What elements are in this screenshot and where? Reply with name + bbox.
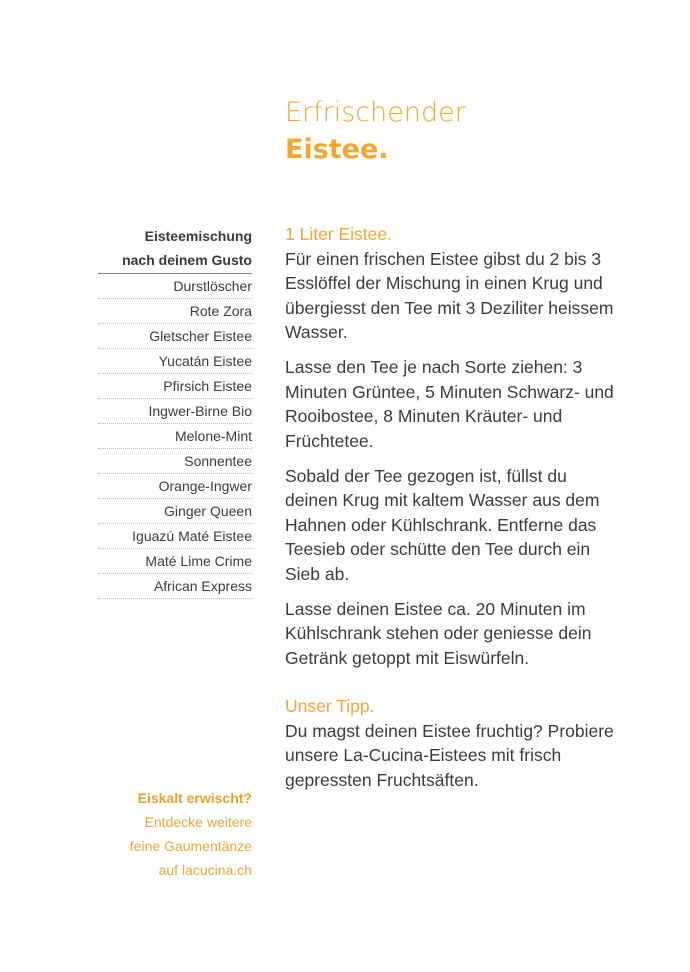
blend-list-heading-line-2: nach deinem Gusto [122, 252, 252, 268]
instructions-paragraph-3: Sobald der Tee gezogen ist, füllst du deinen Krug mit kaltem Wasser aus dem Hahnen oder Kühlschrank. Entferne das Teesieb oder schütte den Tee durch ein Sieb ab. [285, 465, 600, 584]
title-line-1: Erfrischender [285, 97, 466, 128]
promo-line-2: feine Gaumentänze [129, 838, 252, 854]
instructions [285, 222, 615, 803]
tip-text: Du magst deinen Eistee fruchtig? Probiere unsere La-Cucina-Eistees mit frisch gepressten Fruchtsäften. [285, 720, 614, 790]
blend-item: Ginger Queen [98, 499, 252, 524]
page-title [285, 94, 466, 168]
blend-item: Melone-Mint [98, 424, 252, 449]
instructions-paragraph-1 [285, 222, 615, 345]
blend-item: Maté Lime Crime [98, 549, 252, 574]
blend-item: Orange-Ingwer [98, 474, 252, 499]
tip-paragraph [285, 694, 615, 792]
blend-item: Gletscher Eistee [98, 324, 252, 349]
promo-block [98, 786, 252, 882]
blend-item: Durstlöscher [98, 274, 252, 299]
title-line-2: Eistee. [285, 134, 389, 165]
blend-item: African Express [98, 574, 252, 599]
tip-heading: Unser Tipp. [285, 696, 375, 716]
promo-heading: Eiskalt erwischt? [137, 790, 252, 806]
blend-list [98, 224, 252, 599]
instructions-text-1: Für einen frischen Eistee gibst du 2 bis 3 Esslöffel der Mischung in einen Krug und übergiesst den Tee mit 3 Deziliter heissem Wasser. [285, 248, 614, 342]
blend-item: Ingwer-Birne Bio [98, 399, 252, 424]
instructions-paragraph-2: Lasse den Tee je nach Sorte ziehen: 3 Minuten Grüntee, 5 Minuten Schwarz- und Rooibostee, 8 Minuten Kräuter- und Früchtetee. [285, 357, 614, 451]
blend-item: Sonnentee [98, 449, 252, 474]
instructions-heading: 1 Liter Eistee. [285, 224, 392, 244]
blend-list-heading [98, 224, 252, 274]
instructions-paragraph-4: Lasse deinen Eistee ca. 20 Minuten im Kühlschrank stehen oder geniesse dein Getränk getoppt mit Eiswürfeln. [285, 598, 592, 668]
promo-link[interactable]: auf lacucina.ch [158, 862, 252, 878]
blend-item: Iguazú Maté Eistee [98, 524, 252, 549]
promo-line-1: Entdecke weitere [144, 814, 252, 830]
blend-item: Yucatán Eistee [98, 349, 252, 374]
blend-item: Pfirsich Eistee [98, 374, 252, 399]
blend-item: Rote Zora [98, 299, 252, 324]
blend-list-heading-line-1: Eisteemischung [144, 228, 252, 244]
